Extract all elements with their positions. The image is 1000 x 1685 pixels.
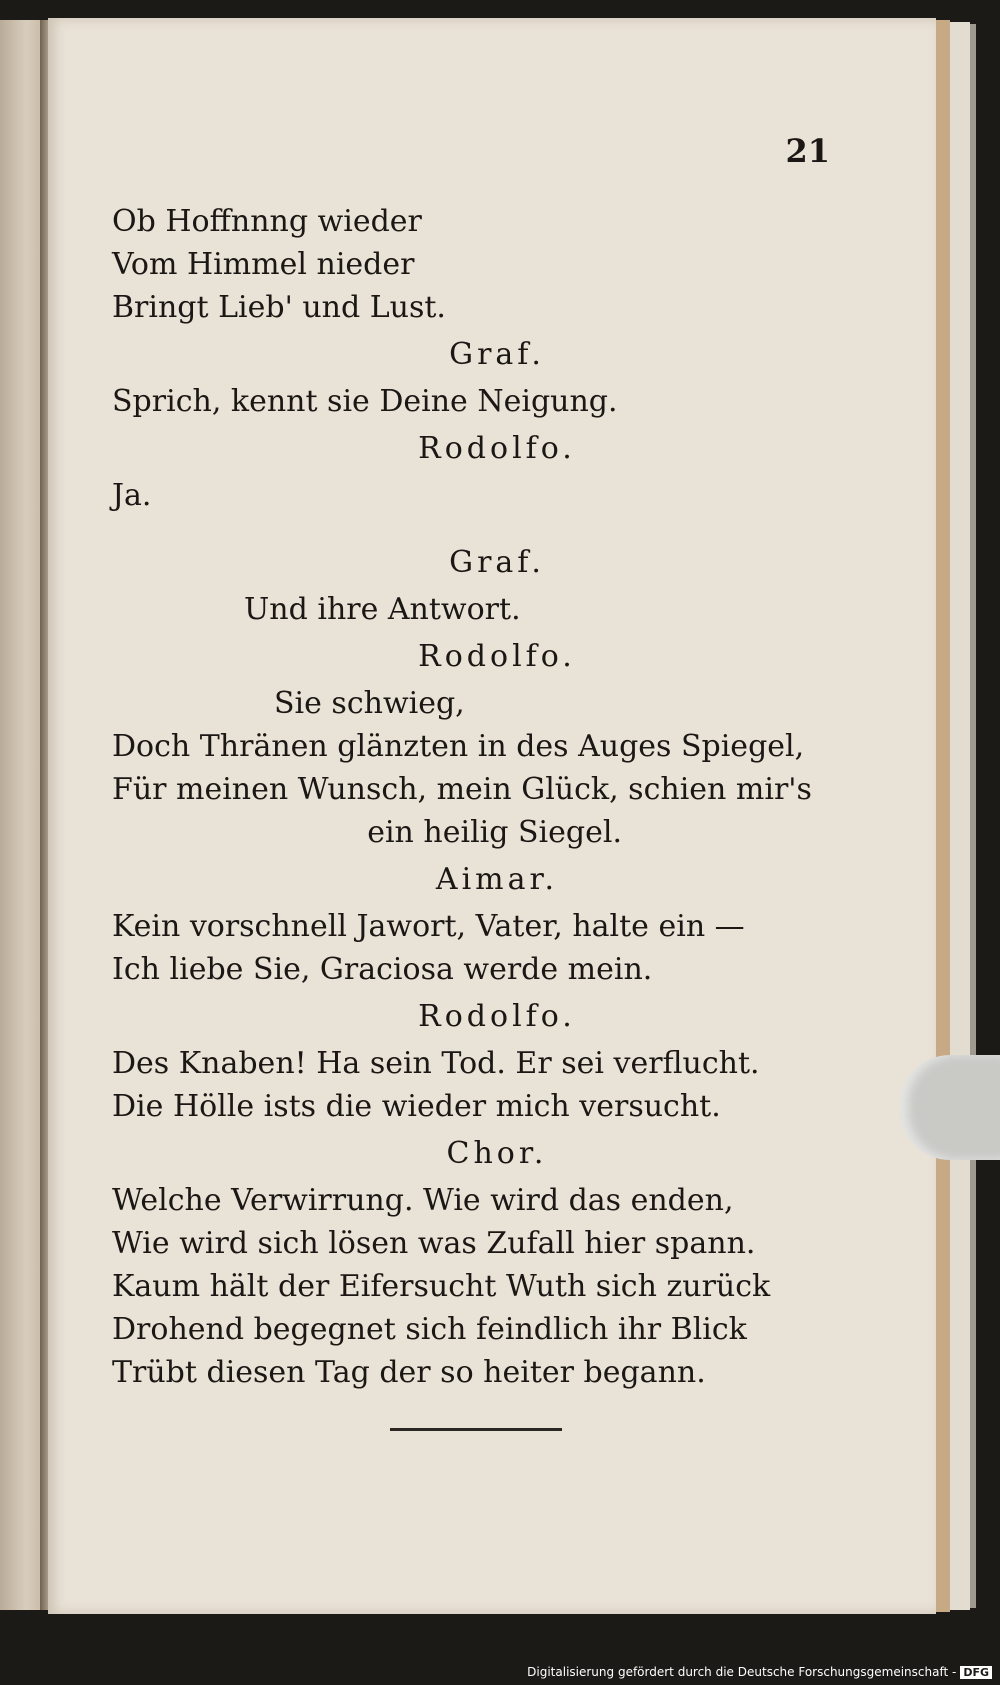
verse-line: Wie wird sich lösen was Zufall hier spann. (112, 1226, 756, 1261)
verse-line: Für meinen Wunsch, mein Glück, schien mir's (112, 772, 812, 807)
page-edge (936, 20, 950, 1612)
verse-line: Ja. (112, 478, 152, 513)
spacer (112, 517, 852, 537)
verse-line: Des Knaben! Ha sein Tod. Er sei verflucht. (112, 1046, 760, 1081)
footer-text: Digitalisierung gefördert durch die Deutsche Forschungsgemeinschaft - (527, 1665, 957, 1679)
speaker-name: Aimar. (435, 862, 559, 897)
closing-rule (390, 1428, 562, 1431)
speaker-name: Rodolfo. (418, 639, 576, 674)
speaker-name: Graf. (449, 337, 545, 372)
text-block (112, 200, 852, 1394)
speaker-name: Rodolfo. (418, 999, 576, 1034)
verse-line: Die Hölle ists die wieder mich versucht. (112, 1089, 721, 1124)
verse-line: Doch Thränen glänzten in des Auges Spiegel, (112, 729, 805, 764)
page-number: 21 (785, 132, 830, 170)
verse-line: Sie schwieg, (274, 686, 465, 721)
verse-line: Ich liebe Sie, Graciosa werde mein. (112, 952, 653, 987)
verse-line: Sprich, kennt sie Deine Neigung. (112, 384, 618, 419)
verse-line: Bringt Lieb' und Lust. (112, 290, 446, 325)
verse-line: Trübt diesen Tag der so heiter begann. (112, 1355, 706, 1390)
verse-line: Kaum hält der Eifersucht Wuth sich zurück (112, 1269, 771, 1304)
verse-line: Drohend begegnet sich feindlich ihr Blick (112, 1312, 747, 1347)
footer-credit (527, 1665, 992, 1679)
previous-page-edge (0, 20, 44, 1610)
page-edge (950, 22, 970, 1610)
verse-line: Und ihre Antwort. (244, 592, 521, 627)
verse-line: Welche Verwirrung. Wie wird das enden, (112, 1183, 734, 1218)
speaker-name: Rodolfo. (418, 431, 576, 466)
book-gutter (40, 20, 48, 1610)
page-edge (970, 24, 976, 1608)
verse-line: Vom Himmel nieder (112, 247, 415, 282)
page-clip (900, 1055, 1000, 1160)
verse-line-continuation: ein heilig Siegel. (367, 815, 622, 850)
dfg-logo: DFG (960, 1666, 992, 1679)
speaker-name: Graf. (449, 545, 545, 580)
verse-line: Kein vorschnell Jawort, Vater, halte ein — (112, 909, 745, 944)
verse-line: Ob Hoffnnng wieder (112, 204, 422, 239)
speaker-name: Chor. (446, 1136, 548, 1171)
